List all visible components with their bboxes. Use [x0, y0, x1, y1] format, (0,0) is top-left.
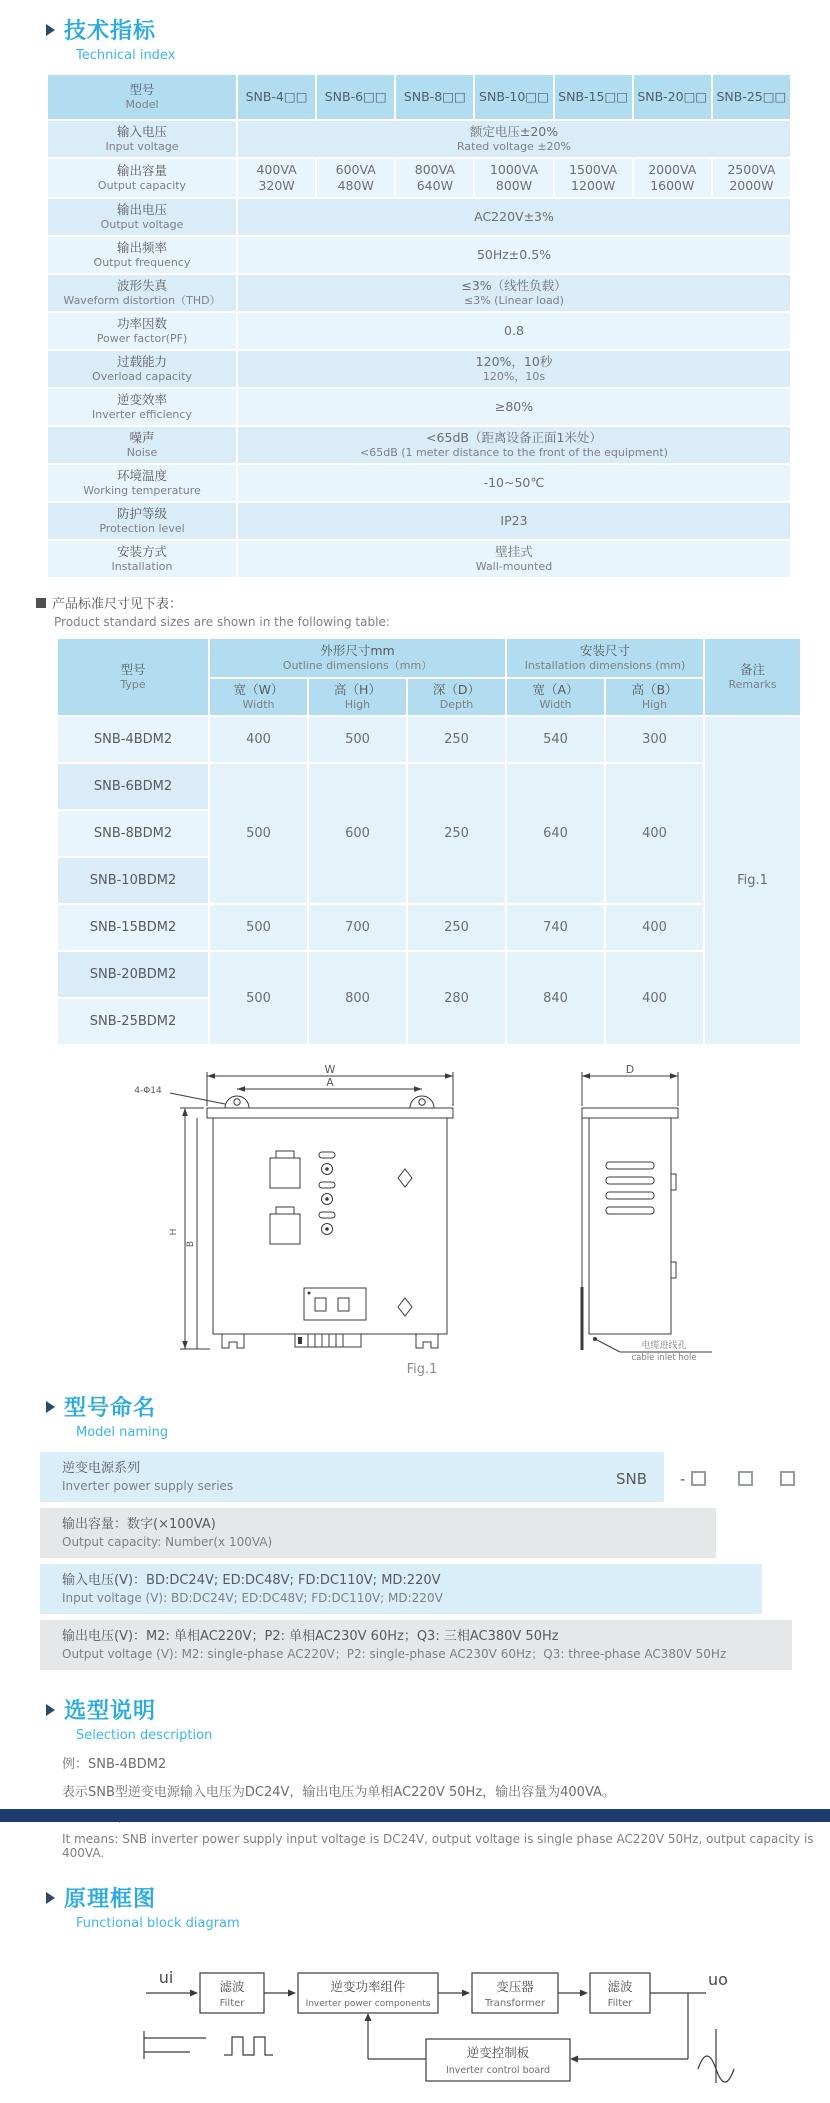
row-label-en: Output frequency	[93, 256, 191, 269]
col-en: Width	[242, 698, 275, 711]
row-label-zh: 噪声	[129, 430, 155, 445]
row-label-zh: 功率因数	[116, 316, 167, 331]
capacity-cell	[475, 159, 552, 197]
row-label-en: Working temperature	[83, 484, 201, 497]
row-value-zh: <65dB（距离设备正面1米处）	[426, 430, 602, 445]
row-label	[48, 121, 236, 157]
naming-row-en: Input voltage (V): BD:DC24V; ED:DC48V; FD:DC110V; MD:220V	[62, 1591, 443, 1605]
mounting-holes-label: 4-Φ14	[134, 1086, 162, 1096]
dims-header-row-1	[58, 639, 800, 677]
dim-a-label: A	[326, 1076, 334, 1089]
d-cell: 250	[408, 717, 505, 762]
row-label-zh: 逆变效率	[116, 392, 167, 407]
model-name: SNB-15□□	[558, 89, 629, 104]
b-cell: 400	[606, 905, 703, 950]
remarks-header-en: Remarks	[728, 678, 777, 691]
naming-row-zh: 输出电压(V)：M2: 单相AC220V；P2: 单相AC230V 60Hz；Q3: 三相AC380V 50Hz	[62, 1629, 559, 1644]
naming-row-output-voltage	[40, 1620, 792, 1670]
capacity-cell	[238, 159, 315, 197]
page	[0, 14, 830, 2076]
remark-cell: Fig.1	[705, 717, 800, 1044]
dims-col-a	[507, 679, 604, 715]
spec-row-noise	[48, 427, 790, 463]
capacity-va: 2000VA	[648, 162, 697, 177]
selection-meaning-en: It means: SNB inverter power supply input voltage is DC24V, output voltage is single phase AC220V 50Hz, output capacity is 400VA.	[62, 1832, 814, 1860]
code-dash: -	[680, 1470, 686, 1488]
capacity-w: 1600W	[650, 178, 695, 193]
naming-row-series	[40, 1452, 664, 1502]
col-zh: 高（H）	[334, 682, 381, 697]
row-value-zh: -10~50℃	[483, 475, 545, 490]
spec-header-row	[48, 75, 790, 119]
dims-col-w	[210, 679, 307, 715]
row-label	[48, 465, 236, 501]
selection-description	[62, 1753, 830, 1860]
row-value	[238, 541, 790, 577]
figure-caption: Fig.1	[406, 1362, 438, 1377]
outline-drawing	[112, 1062, 732, 1363]
row-value-zh: AC220V±3%	[474, 209, 554, 224]
row-label	[48, 427, 236, 463]
model-col	[475, 75, 552, 119]
row-value-zh: 120%，10秒	[475, 354, 553, 369]
technical-section-header	[46, 14, 830, 63]
selection-section-header	[46, 1694, 830, 1743]
dims-outline-header	[210, 639, 505, 677]
selection-title-zh: 选型说明	[64, 1699, 157, 1724]
spec-row-output-voltage	[48, 199, 790, 235]
footer-bar	[0, 1809, 830, 1822]
row-value-en: Wall-mounted	[475, 560, 553, 573]
type-cell: SNB-15BDM2	[58, 905, 208, 950]
diagram-output-label: uo	[708, 1970, 728, 1989]
model-name: SNB-6□□	[324, 89, 387, 104]
spec-row-waveform-distortion	[48, 275, 790, 311]
spec-table	[46, 73, 792, 579]
row-value-zh: ≥80%	[494, 399, 534, 414]
naming-row-zh: 输入电压(V)：BD:DC24V; ED:DC48V; FD:DC110V; MD:220V	[62, 1573, 441, 1588]
h-cell: 500	[309, 717, 406, 762]
row-label-zh: 过载能力	[116, 354, 167, 369]
type-cell: SNB-6BDM2	[58, 764, 208, 809]
row-label-en: Output capacity	[97, 179, 187, 192]
dimensions-table	[56, 637, 802, 1046]
cable-inlet-label-en: cable inlet hole	[631, 1353, 697, 1363]
model-col	[555, 75, 632, 119]
section-bullet-icon	[46, 1704, 55, 1716]
row-value	[238, 199, 790, 235]
spec-model-header	[48, 75, 236, 119]
row-label	[48, 541, 236, 577]
dims-col-h	[309, 679, 406, 715]
h-cell: 700	[309, 905, 406, 950]
model-col	[396, 75, 473, 119]
row-label	[48, 503, 236, 539]
naming-row-input-voltage	[40, 1564, 762, 1614]
row-label	[48, 275, 236, 311]
dims-col-d	[408, 679, 505, 715]
row-value-en: Rated voltage ±20%	[457, 140, 571, 153]
spec-row-inverter-efficiency	[48, 389, 790, 425]
d-cell: 250	[408, 905, 505, 950]
model-col	[238, 75, 315, 119]
naming-row-en: Inverter power supply series	[62, 1479, 234, 1493]
row-value-zh: 50Hz±0.5%	[476, 247, 552, 262]
row-label-zh: 环境温度	[116, 468, 167, 483]
row-label	[48, 389, 236, 425]
row-label-en: Inverter efficiency	[92, 408, 192, 421]
dims-type-header	[58, 639, 208, 715]
selection-meaning-zh: 表示SNB型逆变电源输入电压为DC24V，输出电压为单相AC220V 50Hz，输出容量为400VA。	[62, 1785, 615, 1800]
block-filter1-zh: 滤波	[219, 1979, 245, 1994]
model-naming-table	[40, 1452, 792, 1670]
naming-row-en: Output capacity: Number(x 100VA)	[62, 1535, 273, 1549]
capacity-w: 320W	[258, 178, 295, 193]
naming-title-zh: 型号命名	[64, 1396, 157, 1421]
col-en: Depth	[439, 698, 474, 711]
naming-row-capacity	[40, 1508, 716, 1558]
spec-row-installation	[48, 541, 790, 577]
type-cell: SNB-25BDM2	[58, 999, 208, 1044]
spec-row-overload-capacity	[48, 351, 790, 387]
capacity-w: 800W	[495, 178, 533, 193]
row-label-zh: 波形失真	[116, 278, 167, 293]
capacity-cell	[396, 159, 473, 197]
size-note-zh-line	[36, 593, 830, 612]
col-en: High	[641, 698, 668, 711]
dim-w-label: W	[324, 1063, 336, 1076]
capacity-w: 1200W	[571, 178, 616, 193]
dims-col-b	[606, 679, 703, 715]
naming-row-zh: 逆变电源系列	[62, 1461, 141, 1476]
w-cell: 400	[210, 717, 307, 762]
block-transformer-en: Transformer	[484, 1998, 546, 2009]
remarks-header-zh: 备注	[739, 662, 765, 677]
row-value-en: 120%，10s	[482, 370, 546, 383]
col-zh: 宽（A）	[532, 682, 579, 697]
outline-header-zh: 外形尺寸mm	[320, 643, 395, 658]
row-label-en: Noise	[126, 446, 158, 459]
block-filter2-en: Filter	[607, 1998, 633, 2009]
model-col	[634, 75, 711, 119]
capacity-w: 640W	[416, 178, 453, 193]
model-name: SNB-4□□	[245, 89, 308, 104]
capacity-va: 800VA	[414, 162, 455, 177]
row-value	[238, 427, 790, 463]
block-title-en: Functional block diagram	[76, 1916, 240, 1931]
diagram-input-label: ui	[158, 1968, 174, 1987]
block-title	[46, 1882, 830, 1913]
b-cell: 300	[606, 717, 703, 762]
model-header-en: Model	[125, 98, 159, 111]
type-header-zh: 型号	[120, 662, 146, 677]
dim-d-label: D	[625, 1063, 635, 1076]
code-box-1	[691, 1471, 706, 1486]
h-cell: 800	[309, 952, 406, 1044]
square-bullet-icon	[36, 598, 46, 608]
spec-row-protection-level	[48, 503, 790, 539]
section-bullet-icon	[46, 1892, 55, 1904]
technical-title-en: Technical index	[76, 48, 176, 63]
naming-title	[46, 1391, 830, 1422]
block-transformer-zh: 变压器	[496, 1979, 534, 1994]
technical-title	[46, 14, 830, 45]
size-note-zh: 产品标准尺寸见下表：	[52, 597, 183, 612]
type-cell: SNB-20BDM2	[58, 952, 208, 997]
row-value-zh: 壁挂式	[495, 544, 533, 559]
model-col	[317, 75, 394, 119]
w-cell: 500	[210, 952, 307, 1044]
section-bullet-icon	[46, 1401, 55, 1413]
d-cell: 250	[408, 764, 505, 903]
row-value	[238, 275, 790, 311]
row-value-zh: IP23	[500, 513, 528, 528]
b-cell: 400	[606, 764, 703, 903]
col-zh: 宽（W）	[233, 682, 284, 697]
row-value	[238, 351, 790, 387]
code-box-2	[738, 1471, 753, 1486]
row-value	[238, 389, 790, 425]
capacity-va: 1000VA	[489, 162, 539, 177]
a-cell: 640	[507, 764, 604, 903]
selection-title	[46, 1694, 830, 1725]
d-cell: 280	[408, 952, 505, 1044]
dims-row	[58, 717, 800, 762]
row-label-en: Output voltage	[100, 218, 184, 231]
row-label-en: Protection level	[99, 522, 185, 535]
row-label	[48, 159, 236, 197]
spec-row-output-frequency	[48, 237, 790, 273]
model-name: SNB-10□□	[479, 89, 549, 104]
row-label	[48, 199, 236, 235]
capacity-cell	[634, 159, 711, 197]
row-value	[238, 121, 790, 157]
b-cell: 400	[606, 952, 703, 1044]
spec-row-power-factor	[48, 313, 790, 349]
block-inverter-en: Inverter power components	[305, 1999, 431, 2009]
row-label-en: Installation	[111, 560, 173, 573]
dims-row	[58, 905, 800, 950]
figure-1	[112, 1062, 732, 1377]
row-label-zh: 安装方式	[116, 544, 167, 559]
naming-section-header	[46, 1391, 830, 1440]
a-cell: 740	[507, 905, 604, 950]
row-value-zh: 额定电压±20%	[469, 124, 559, 139]
block-section-header	[46, 1882, 830, 1931]
capacity-cell	[555, 159, 632, 197]
w-cell: 500	[210, 764, 307, 903]
dim-b-label: B	[186, 1240, 196, 1248]
dims-row	[58, 952, 800, 997]
capacity-va: 1500VA	[569, 162, 618, 177]
section-bullet-icon	[46, 24, 55, 36]
type-cell: SNB-10BDM2	[58, 858, 208, 903]
code-prefix: SNB	[616, 1470, 648, 1488]
capacity-va: 400VA	[256, 162, 297, 177]
model-name: SNB-8□□	[403, 89, 466, 104]
install-header-zh: 安装尺寸	[579, 643, 630, 658]
block-inverter-zh: 逆变功率组件	[330, 1979, 406, 1994]
model-col	[713, 75, 790, 119]
type-cell: SNB-4BDM2	[58, 717, 208, 762]
block-control-zh: 逆变控制板	[466, 2045, 530, 2060]
type-cell: SNB-8BDM2	[58, 811, 208, 856]
row-label-zh: 输入电压	[116, 124, 167, 139]
type-header-en: Type	[120, 678, 146, 691]
capacity-cell	[713, 159, 790, 197]
technical-title-zh: 技术指标	[64, 19, 157, 44]
selection-title-en: Selection description	[76, 1728, 213, 1743]
block-filter2-zh: 滤波	[607, 1979, 633, 1994]
block-filter1-en: Filter	[219, 1998, 245, 2009]
w-cell: 500	[210, 905, 307, 950]
capacity-w: 2000W	[729, 178, 774, 193]
capacity-w: 480W	[337, 178, 374, 193]
row-label-en: Power factor(PF)	[96, 332, 188, 345]
row-label-zh: 输出频率	[116, 240, 167, 255]
size-note-en: Product standard sizes are shown in the following table:	[54, 615, 390, 629]
code-box-3	[780, 1471, 795, 1486]
h-cell: 600	[309, 764, 406, 903]
cable-inlet-label-zh: 电缆进线孔	[641, 1341, 687, 1351]
row-label-zh: 输出电压	[116, 202, 167, 217]
row-value	[238, 237, 790, 273]
capacity-va: 600VA	[335, 162, 376, 177]
row-label-zh: 防护等级	[116, 506, 167, 521]
row-value	[238, 503, 790, 539]
col-en: Width	[539, 698, 572, 711]
spec-row-input-voltage	[48, 121, 790, 157]
model-name: SNB-20□□	[637, 89, 708, 104]
row-value	[238, 465, 790, 501]
naming-row-zh: 输出容量：数字(×100VA)	[62, 1517, 216, 1532]
a-cell: 540	[507, 717, 604, 762]
spec-row-working-temperature	[48, 465, 790, 501]
row-label-en: Waveform distortion（THD）	[63, 294, 221, 307]
install-header-en: Installation dimensions (mm)	[524, 659, 686, 672]
dims-row	[58, 764, 800, 809]
naming-row-en: Output voltage (V): M2: single-phase AC220V；P2: single-phase AC230V 60Hz；Q3: three-phase AC380V 50Hz	[62, 1647, 727, 1661]
dim-h-label: H	[169, 1228, 179, 1236]
capacity-cell	[317, 159, 394, 197]
row-value	[238, 313, 790, 349]
outline-header-en: Outline dimensions（mm）	[282, 659, 433, 672]
row-label	[48, 313, 236, 349]
col-en: High	[344, 698, 371, 711]
model-header-zh: 型号	[129, 82, 155, 97]
naming-title-en: Model naming	[76, 1425, 169, 1440]
row-label	[48, 237, 236, 273]
capacity-va: 2500VA	[727, 162, 776, 177]
row-label	[48, 351, 236, 387]
block-title-zh: 原理框图	[64, 1887, 157, 1912]
dims-install-header	[507, 639, 703, 677]
row-value-en: ≤3% (Linear load)	[464, 294, 564, 307]
functional-block-diagram	[118, 1941, 830, 2103]
row-value-en: <65dB (1 meter distance to the front of the equipment)	[360, 446, 668, 459]
selection-example-zh: 例：SNB-4BDM2	[62, 1757, 167, 1772]
col-zh: 深（D）	[432, 682, 481, 697]
row-value-zh: 0.8	[504, 323, 524, 338]
row-label-en: Input voltage	[105, 140, 179, 153]
block-control-en: Inverter control board	[445, 2065, 551, 2076]
a-cell: 840	[507, 952, 604, 1044]
block-diagram-svg	[118, 1941, 758, 2099]
dims-remarks-header	[705, 639, 800, 715]
row-label-zh: 输出容量	[116, 163, 167, 178]
spec-row-output-capacity	[48, 159, 790, 197]
row-label-en: Overload capacity	[92, 370, 192, 383]
col-zh: 高（B）	[631, 682, 678, 697]
size-note	[36, 593, 830, 629]
model-name: SNB-25□□	[716, 89, 787, 104]
row-value-zh: ≤3%（线性负载）	[461, 278, 567, 293]
